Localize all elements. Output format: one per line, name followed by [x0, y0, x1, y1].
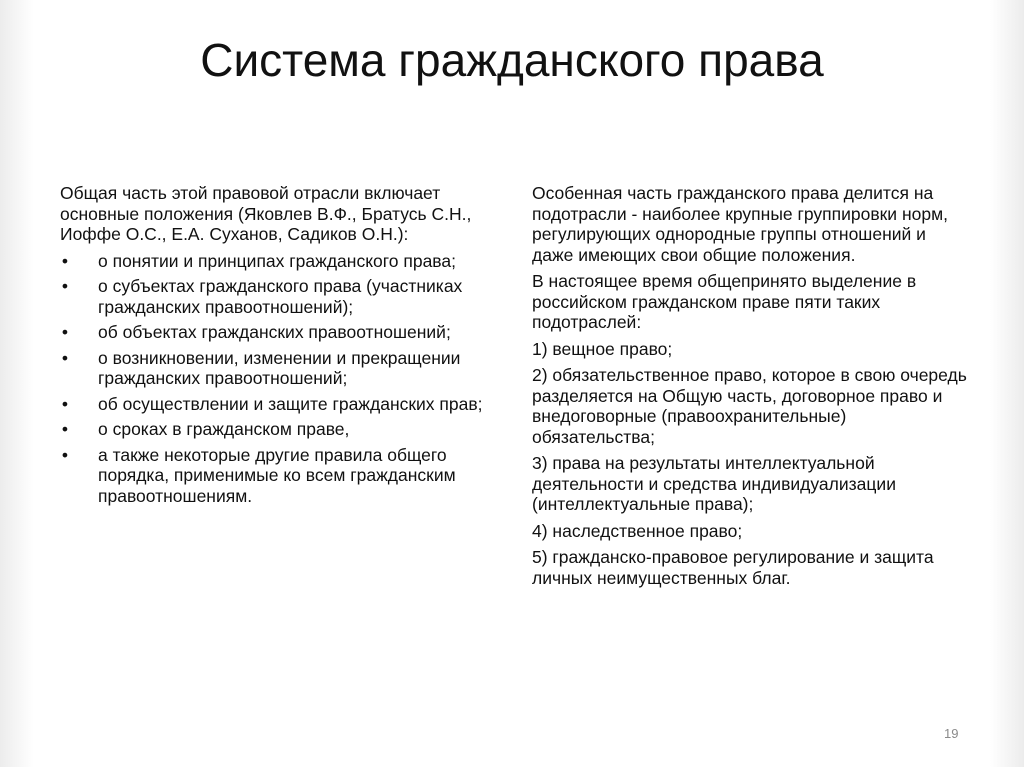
bullet-icon: •	[61, 393, 69, 414]
list-item	[60, 276, 500, 317]
general-part-list	[60, 251, 500, 507]
list-item	[60, 419, 500, 440]
list-item-text: об осуществлении и защите гражданских прав;	[98, 393, 483, 414]
list-item	[60, 394, 500, 415]
page-number: 19	[944, 726, 959, 741]
bullet-icon: •	[61, 444, 69, 465]
list-item-text: о сроках в гражданском праве,	[98, 419, 350, 439]
list-item-text: об объектах гражданских правоотношений;	[98, 322, 451, 342]
left-column	[60, 183, 500, 511]
list-item-text: о понятии и принципах гражданского права;	[98, 250, 457, 271]
bullet-icon: •	[61, 322, 69, 342]
slide-title: Система гражданского права	[200, 34, 824, 86]
left-intro: Общая часть этой правовой отрасли включает основные положения (Яковлев В.Ф., Братусь С.Н., Иоффе О.С., Е.А. Суханов, Садиков О.Н.):	[60, 183, 472, 244]
list-item-text: о возникновении, изменении и прекращении гражданских правоотношений;	[98, 347, 461, 388]
subbranch-item: 1) вещное право;	[532, 338, 673, 359]
list-item	[60, 445, 500, 507]
bullet-icon: •	[61, 347, 69, 368]
subbranch-item: 3) права на результаты интеллектуальной деятельности и средства индивидуализации (интеллектуальные права);	[532, 453, 896, 514]
bullet-icon: •	[61, 276, 69, 296]
special-part-intro: Особенная часть гражданского права делится на подотрасли - наиболее крупные группировки норм, регулирующих однородные группы отношений и даже имеющих свои общие положения.	[532, 183, 948, 265]
list-item	[60, 251, 500, 272]
list-item-text: о субъектах гражданского права (участниках гражданских правоотношений);	[98, 276, 463, 317]
list-item-text: а также некоторые другие правила общего порядка, применимые ко всем гражданским правоотношениям.	[98, 444, 456, 506]
bullet-icon: •	[61, 250, 69, 271]
subbranch-item: 5) гражданско-правовое регулирование и защита личных неимущественных благ.	[532, 547, 934, 588]
list-item	[60, 348, 500, 389]
subbranch-item: 4) наследственное право;	[532, 520, 743, 541]
subbranches-intro: В настоящее время общепринято выделение в российском гражданском праве пяти таких подотраслей:	[532, 271, 917, 332]
right-column	[532, 183, 972, 594]
subbranch-item: 2) обязательственное право, которое в свою очередь разделяется на Общую часть, договорное право и внедоговорные (правоохранительные) обязательства;	[532, 365, 967, 447]
list-item	[60, 322, 500, 343]
bullet-icon: •	[61, 419, 69, 439]
